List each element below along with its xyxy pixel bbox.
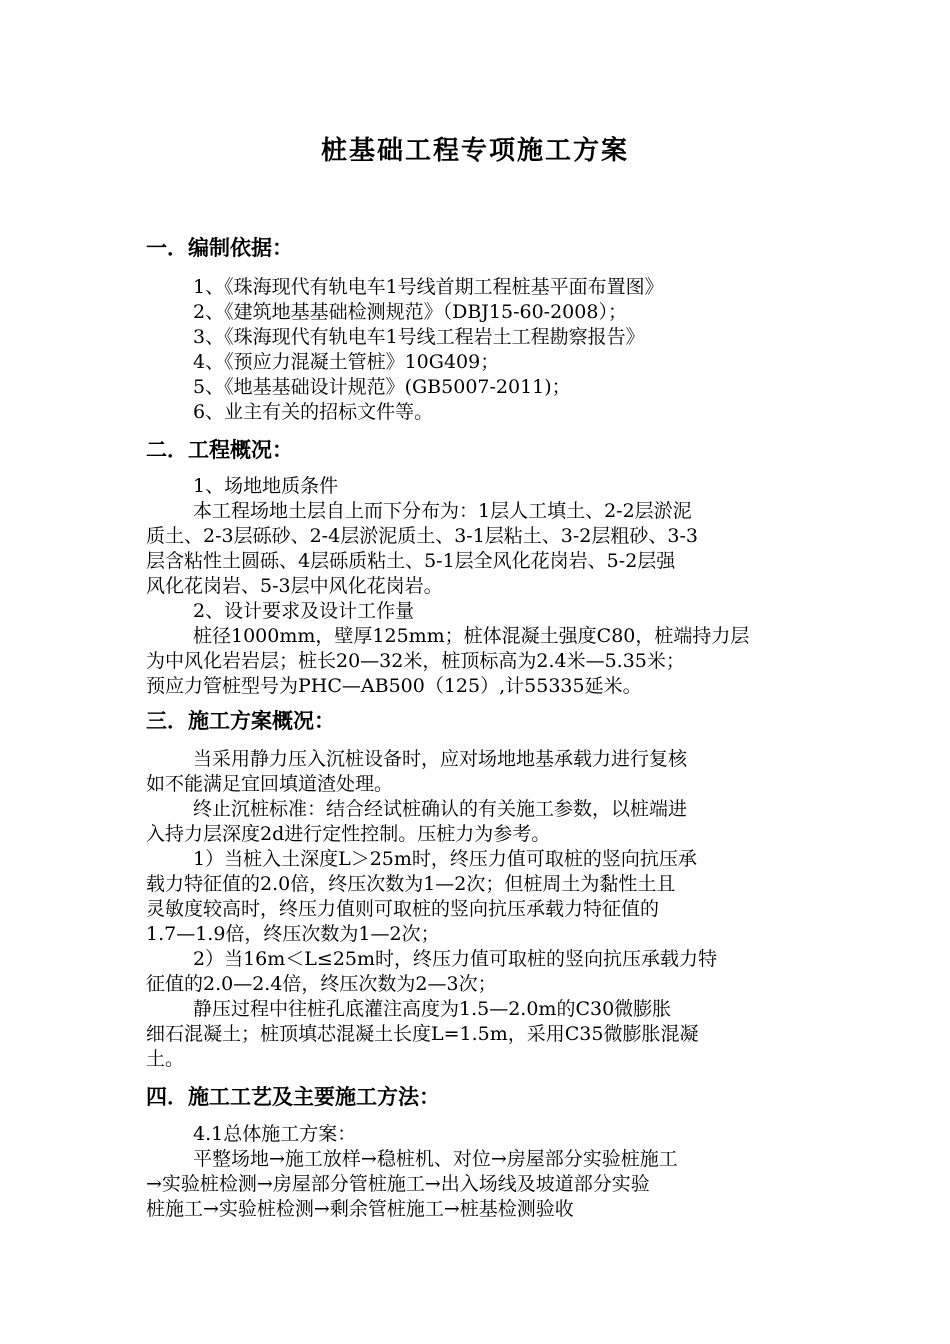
scheme-paragraph-line: 灵敏度较高时，终压力值则可取桩的竖向抗压承载力特征值的 bbox=[146, 898, 660, 920]
scheme-paragraph-line: 征值的2.0—2.4倍，终压次数为2—3次； bbox=[146, 973, 497, 995]
overview-paragraph-line: 预应力管桩型号为PHC—AB500（125）,计55335延米。 bbox=[146, 675, 642, 697]
overview-paragraph-line: 风化花岗岩、5-3层中风化花岗岩。 bbox=[146, 575, 443, 597]
overview-subheading-design: 2、设计要求及设计工作量 bbox=[193, 600, 415, 622]
methods-subheading: 4.1总体施工方案： bbox=[193, 1123, 357, 1145]
scheme-paragraph-line: 当采用静力压入沉桩设备时，应对场地地基承载力进行复核 bbox=[193, 748, 688, 770]
scheme-paragraph-line: 土。 bbox=[146, 1048, 185, 1070]
basis-item-2: 2、《建筑地基基础检测规范》（DBJ15-60-2008）； bbox=[193, 301, 627, 323]
scheme-paragraph-line: 细石混凝土；桩顶填芯混凝土长度L=1.5m，采用C35微膨胀混凝 bbox=[146, 1023, 699, 1045]
basis-item-4: 4、《预应力混凝土管桩》10G409； bbox=[193, 351, 500, 373]
overview-subheading-geology: 1、场地地质条件 bbox=[193, 475, 339, 497]
scheme-paragraph-line: 终止沉桩标准：结合经试桩确认的有关施工参数，以桩端进 bbox=[193, 798, 688, 820]
scheme-paragraph-line: 载力特征值的2.0倍，终压次数为1—2次；但桩周土为黏性土且 bbox=[146, 873, 676, 895]
scheme-paragraph-line: 2）当16m＜L≤25m时，终压力值可取桩的竖向抗压承载力特 bbox=[193, 948, 718, 970]
overview-paragraph-line: 桩径1000mm，壁厚125mm；桩体混凝土强度C80，桩端持力层 bbox=[193, 625, 750, 647]
scheme-paragraph-line: 1.7—1.9倍，终压次数为1—2次； bbox=[146, 923, 440, 945]
methods-paragraph-line: →实验桩检测→房屋部分管桩施工→出入场线及坡道部分实验 bbox=[146, 1173, 650, 1195]
overview-paragraph-line: 为中风化岩岩层；桩长20—32米，桩顶标高为2.4米—5.35米； bbox=[146, 650, 685, 672]
section-heading-basis: 一．编制依据： bbox=[146, 235, 293, 260]
section-heading-scheme: 三．施工方案概况： bbox=[146, 708, 335, 733]
overview-paragraph-line: 层含粘性土圆砾、4层砾质粘土、5-1层全风化花岗岩、5-2层强 bbox=[146, 550, 676, 572]
scheme-paragraph-line: 如不能满足宜回填道渣处理。 bbox=[146, 773, 394, 795]
methods-paragraph-line: 桩施工→实验桩检测→剩余管桩施工→桩基检测验收 bbox=[146, 1198, 574, 1220]
methods-paragraph-line: 平整场地→施工放样→稳桩机、对位→房屋部分实验桩施工 bbox=[193, 1148, 678, 1170]
basis-item-1: 1、《珠海现代有轨电车1号线首期工程桩基平面布置图》 bbox=[193, 276, 664, 298]
scheme-paragraph-line: 静压过程中往桩孔底灌注高度为1.5—2.0m的C30微膨胀 bbox=[193, 998, 672, 1020]
scheme-paragraph-line: 入持力层深度2d进行定性控制。压桩力为参考。 bbox=[146, 823, 551, 845]
scheme-paragraph-line: 1）当桩入土深度L＞25m时，终压力值可取桩的竖向抗压承 bbox=[193, 848, 697, 870]
basis-item-6: 6、业主有关的招标文件等。 bbox=[193, 401, 434, 423]
document-title: 桩基础工程专项施工方案 bbox=[320, 136, 629, 166]
section-heading-overview: 二．工程概况： bbox=[146, 437, 293, 462]
overview-paragraph-line: 本工程场地土层自上而下分布为：1层人工填土、2-2层淤泥 bbox=[193, 500, 692, 522]
basis-item-3: 3、《珠海现代有轨电车1号线工程岩土工程勘察报告》 bbox=[193, 326, 645, 348]
overview-paragraph-line: 质土、2-3层砾砂、2-4层淤泥质土、3-1层粘土、3-2层粗砂、3-3 bbox=[146, 525, 698, 547]
basis-item-5: 5、《地基基础设计规范》(GB5007-2011)； bbox=[193, 376, 571, 398]
section-heading-methods: 四．施工工艺及主要施工方法： bbox=[146, 1084, 440, 1109]
